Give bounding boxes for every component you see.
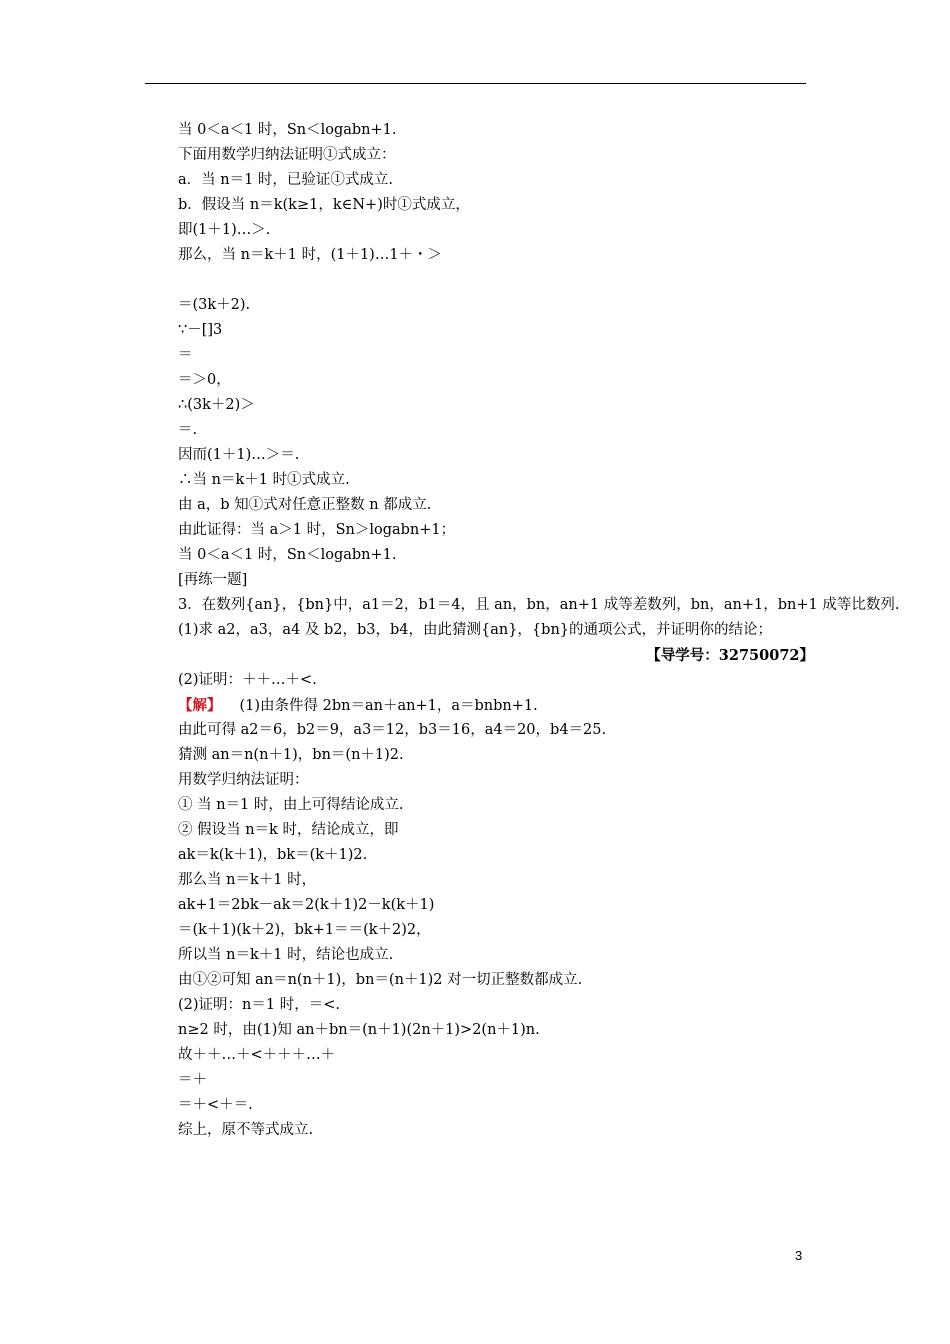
- solution-line: 猜测 an＝n(n＋1)，bn＝(n＋1)2.: [178, 747, 404, 763]
- text-line: 当 0＜a＜1 时，Sn＜logabn+1.: [178, 122, 397, 138]
- problem-part-1: (1)求 a2，a3，a4 及 b2，b3，b4，由此猜测{an}，{bn}的通项公式，并证明你的结论；: [178, 622, 773, 638]
- text-line: 当 0＜a＜1 时，Sn＜logabn+1.: [178, 547, 397, 563]
- solution-line: n≥2 时，由(1)知 an＋bn＝(n＋1)(2n＋1)>2(n＋1)n.: [178, 1022, 540, 1038]
- document-body: [178, 118, 900, 1143]
- text-line: a．当 n＝1 时，已验证①式成立.: [178, 172, 394, 188]
- solution-line: ＝＋<＋＝.: [178, 1097, 253, 1113]
- solution-line: 由此可得 a2＝6，b2＝9，a3＝12，b3＝16，a4＝20，b4＝25.: [178, 722, 607, 738]
- text-line: 由此证得：当 a＞1 时，Sn＞logabn+1；: [178, 522, 456, 538]
- solution-line: 用数学归纳法证明：: [178, 772, 309, 788]
- solution-text: (1)由条件得 2bn＝an＋an+1，a＝bnbn+1.: [239, 698, 538, 714]
- text-line: 由 a，b 知①式对任意正整数 n 都成立.: [178, 497, 432, 513]
- text-line: 即(1＋1)…＞.: [178, 222, 271, 238]
- section-heading: [再练一题]: [178, 572, 248, 588]
- solution-line: (2)证明：n＝1 时，＝<.: [178, 997, 340, 1013]
- solution-line: ak+1＝2bk－ak＝2(k＋1)2－k(k＋1): [178, 897, 435, 913]
- text-line: ＝.: [178, 422, 198, 438]
- reference-number: 【导学号：32750072】: [646, 647, 814, 664]
- solution-line: ① 当 n＝1 时，由上可得结论成立.: [178, 797, 404, 813]
- solution-line: 综上，原不等式成立.: [178, 1122, 314, 1138]
- solution-line: ＝＋: [178, 1072, 207, 1088]
- text-line: ＝(3k＋2).: [178, 297, 251, 313]
- solution-line: 故＋＋…＋<＋＋＋…＋: [178, 1047, 336, 1063]
- text-line: b．假设当 n＝k(k≥1，k∈N+)时①式成立，: [178, 197, 470, 213]
- solution-tag: 【解】: [178, 697, 222, 714]
- solution-line: 那么当 n＝k＋1 时，: [178, 872, 317, 888]
- solution-line: 由①②可知 an＝n(n＋1)，bn＝(n＋1)2 对一切正整数都成立.: [178, 972, 583, 988]
- page-number: 3: [795, 1248, 803, 1263]
- text-line: 因而(1＋1)…＞＝.: [178, 447, 300, 463]
- problem-statement: 3．在数列{an}，{bn}中，a1＝2，b1＝4，且 an，bn，an+1 成等差数列，bn，an+1，bn+1 成等比数列.: [178, 597, 900, 613]
- text-line: 下面用数学归纳法证明①式成立：: [178, 147, 396, 163]
- header-rule: [145, 83, 806, 84]
- solution-first-line: [178, 693, 814, 718]
- text-line: 那么，当 n＝k＋1 时，(1＋1)…1＋・＞: [178, 247, 443, 263]
- solution-line: ＝(k＋1)(k＋2)，bk+1＝＝(k＋2)2，: [178, 922, 431, 938]
- solution-line: ak＝k(k＋1)，bk＝(k＋1)2.: [178, 847, 368, 863]
- text-line: ∴(3k＋2)＞: [178, 397, 255, 413]
- blank-line: [178, 268, 814, 293]
- solution-line: 所以当 n＝k＋1 时，结论也成立.: [178, 947, 394, 963]
- text-line: ∵－[]3: [178, 322, 223, 338]
- text-line: ∴当 n＝k＋1 时①式成立.: [178, 472, 350, 488]
- solution-line: ② 假设当 n＝k 时，结论成立，即: [178, 822, 399, 838]
- text-line: ＝: [178, 347, 193, 363]
- problem-part-2: (2)证明：＋＋…＋<.: [178, 672, 317, 688]
- text-line: ＝＞0，: [178, 372, 231, 388]
